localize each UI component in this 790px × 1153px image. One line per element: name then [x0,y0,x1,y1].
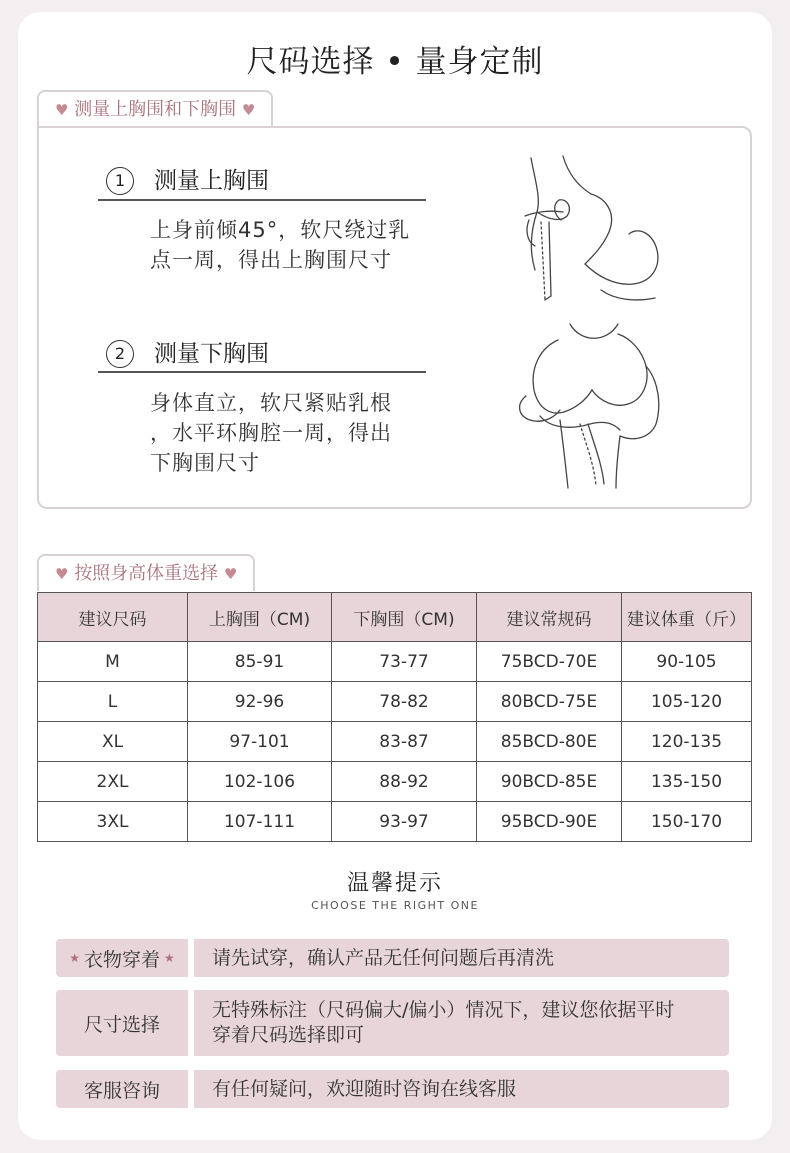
tip-label-service [56,1070,188,1108]
tip-text-line: 无特殊标注（尺码偏大/偏小）情况下，建议您依据平时 [212,999,675,1021]
step1-number: 1 [106,167,134,195]
table-cell: 90BCD-85E [477,762,622,802]
table-cell: M [38,642,188,682]
step1-title [106,162,269,195]
step1-desc-line: 点一周，得出上胸围尺寸 [150,248,392,272]
step2-desc-line: ，水平环胸腔一周，得出 [150,421,392,445]
table-cell: 105-120 [622,682,752,722]
tip-label-text: 衣物穿着 [83,948,160,971]
step2-number: 2 [106,340,134,368]
table-cell: 102-106 [188,762,332,802]
table-cell: 88-92 [332,762,477,802]
step2-description [150,388,392,478]
step2-desc-line: 下胸围尺寸 [150,451,260,475]
step2-title-text: 测量下胸围 [154,341,269,367]
table-row [38,802,752,842]
tip-label-wearing [56,939,188,977]
heart-icon: ♥ [55,101,69,119]
table-cell: 150-170 [622,802,752,842]
tip-label-size [56,990,188,1056]
heart-icon: ♥ [223,565,238,583]
tip-text-service: 有任何疑问，欢迎随时咨询在线客服 [194,1070,729,1108]
page-title: 尺码选择 • 量身定制 [246,44,544,80]
step1-description [150,215,410,275]
step1-divider [98,199,426,201]
table-cell: 73-77 [332,642,477,682]
table-cell: 85-91 [188,642,332,682]
table-cell: 2XL [38,762,188,802]
table-row [38,762,752,802]
tips-title: 温馨提示 [346,871,443,896]
tip-label-text: 尺寸选择 [83,1013,160,1036]
size-table [37,592,752,842]
step2-title [106,335,269,368]
table-row [38,682,752,722]
star-icon: ★ [164,951,175,965]
table-cell: L [38,682,188,722]
table-header: 建议常规码 [477,593,622,642]
heart-icon: ♥ [55,565,69,583]
table-cell: 90-105 [622,642,752,682]
table-header: 下胸围（CM) [332,593,477,642]
table-cell: 83-87 [332,722,477,762]
table-cell: XL [38,722,188,762]
table-header: 建议尺码 [38,593,188,642]
under-bust-illustration [510,320,670,490]
step1-title-text: 测量上胸围 [154,168,269,194]
upper-bust-illustration [505,150,670,310]
table-cell: 107-111 [188,802,332,842]
table-header-row [38,593,752,642]
table-row [38,642,752,682]
table-cell: 92-96 [188,682,332,722]
table-cell: 135-150 [622,762,752,802]
step2-desc-line: 身体直立，软尺紧贴乳根 [150,391,392,415]
table-cell: 120-135 [622,722,752,762]
table-cell: 97-101 [188,722,332,762]
tip-text-wearing: 请先试穿，确认产品无任何问题后再清洗 [194,939,729,977]
table-cell: 78-82 [332,682,477,722]
measure-tab-label: 测量上胸围和下胸围 [74,99,237,120]
table-header: 建议体重（斤） [622,593,752,642]
table-cell: 85BCD-80E [477,722,622,762]
tip-label-text: 客服咨询 [83,1079,160,1102]
table-header: 上胸围（CM) [188,593,332,642]
table-row [38,722,752,762]
table-cell: 95BCD-90E [477,802,622,842]
heart-icon: ♥ [241,101,256,119]
tip-text-line: 穿着尺码选择即可 [212,1024,365,1046]
step2-divider [98,371,426,373]
table-cell: 93-97 [332,802,477,842]
step1-desc-line: 上身前倾45°，软尺绕过乳 [150,218,411,242]
table-tab-label: 按照身高体重选择 [74,563,219,584]
table-tab [37,554,255,591]
measure-tab [37,90,273,127]
star-icon: ★ [69,951,80,965]
table-cell: 80BCD-75E [477,682,622,722]
table-cell: 3XL [38,802,188,842]
table-cell: 75BCD-70E [477,642,622,682]
tips-subtitle: CHOOSE THE RIGHT ONE [311,899,479,912]
tip-text-size [194,990,729,1056]
